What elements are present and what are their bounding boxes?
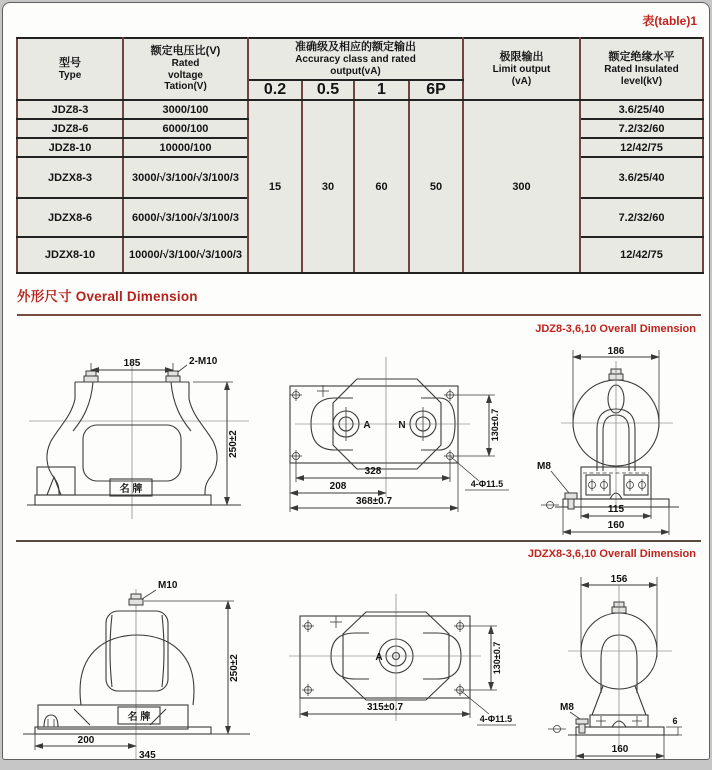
header-voltage-en3: Tation(V) [164, 81, 207, 93]
header-insulation-en2: level(kV) [620, 75, 663, 87]
cell-insulation: 12/42/75 [580, 237, 703, 273]
nameplate-label: 名 牌 [127, 712, 151, 723]
col-header-type [17, 38, 123, 100]
jdz8-top-view-drawing [265, 353, 511, 525]
subcol-0_2: 0.2 [248, 80, 302, 100]
dim-label-156: 156 [610, 574, 628, 585]
cell-type: JDZX8-6 [17, 198, 123, 237]
dim-label-115: 115 [607, 504, 625, 515]
table-caption: 表(table)1 [642, 14, 697, 28]
col-header-insulation [580, 38, 703, 100]
subcol-6P: 6P [409, 80, 463, 100]
terminal-n-label: N [398, 420, 406, 431]
spec-table [16, 37, 704, 274]
section-title [17, 285, 198, 305]
header-limit-zh: 极限输出 [499, 51, 544, 63]
header-accuracy-zh: 准确级及相应的额定输出 [295, 41, 416, 53]
bolt-label-M10: M10 [158, 580, 178, 591]
dim-label-345: 345 [139, 750, 156, 761]
terminal-a-label: A [375, 652, 383, 663]
header-row [17, 38, 703, 80]
cell-limit-output: 300 [463, 100, 580, 273]
dim-label-368: 368±0.7 [355, 496, 393, 507]
dim-label-208: 208 [329, 481, 347, 492]
jdzx8-top-view-drawing [281, 588, 516, 760]
bolt-label-2-M10: 2-M10 [189, 356, 218, 367]
header-voltage-zh: 额定电压比(V) [150, 45, 221, 58]
section-title-en: Overall Dimension [75, 289, 198, 304]
header-type-zh: 型号 [59, 56, 81, 69]
dim-label-160: 160 [611, 744, 629, 755]
cell-insulation: 7.2/32/60 [580, 119, 703, 138]
jdz8-front-view-drawing [21, 349, 257, 527]
dim-label-160: 160 [607, 520, 625, 531]
dim-label-130: 130±0.7 [490, 408, 500, 442]
cell-insulation: 12/42/75 [580, 138, 703, 157]
subcol-1: 1 [354, 80, 409, 100]
holes-label-4xd11-5: 4-Φ11.5 [470, 479, 504, 489]
dim-label-250: 250±2 [228, 430, 239, 458]
dim-label-250: 250±2 [229, 654, 240, 682]
section-title-zh: 外形尺寸 [17, 289, 72, 304]
jdzx8-subtitle: JDZX8-3,6,10 Overall Dimension [527, 548, 696, 560]
cell-insulation: 3.6/25/40 [580, 157, 703, 198]
cell-insulation: 3.6/25/40 [580, 100, 703, 119]
col-header-limit [463, 38, 580, 100]
dim-label-186: 186 [607, 346, 625, 357]
cell-voltage: 10000/100 [123, 138, 248, 157]
header-accuracy-en2: output(vA) [330, 65, 381, 77]
dim-label-185: 185 [123, 358, 141, 369]
header-voltage-en2: voltage [167, 69, 203, 81]
table-row [17, 100, 703, 119]
header-voltage-en1: Rated [171, 58, 200, 70]
cell-voltage: 6000/√3/100/√3/100/3 [123, 198, 248, 237]
bolt-label-M8: M8 [560, 702, 574, 713]
cell-voltage: 6000/100 [123, 119, 248, 138]
cell-voltage: 10000/√3/100/√3/100/3 [123, 237, 248, 273]
cell-type: JDZX8-10 [17, 237, 123, 273]
section-rule [17, 314, 701, 316]
foot-dome-icon [44, 715, 58, 727]
cell-voltage: 3000/100 [123, 100, 248, 119]
dim-label-200: 200 [77, 735, 95, 746]
cell-output-0_2: 15 [248, 100, 302, 273]
dim-label-6: 6 [672, 716, 678, 726]
terminal-a-label: A [363, 420, 371, 431]
header-limit-en1: Limit output [492, 64, 551, 75]
bolt-label-M8: M8 [537, 461, 551, 472]
nameplate-label: 名 牌 [119, 484, 143, 495]
cell-output-6P: 50 [409, 100, 463, 273]
header-type-en: Type [58, 69, 82, 81]
jdzx8-front-view-drawing [18, 573, 264, 760]
page-frame [2, 2, 710, 760]
col-header-accuracy [248, 38, 463, 80]
col-header-voltage [123, 38, 248, 100]
header-insulation-zh: 额定绝缘水平 [608, 51, 675, 63]
dim-label-315: 315±0.7 [366, 702, 404, 713]
cell-output-0_5: 30 [302, 100, 354, 273]
terminal-bolt-icon [589, 479, 646, 491]
jdz8-subtitle: JDZ8-3,6,10 Overall Dimension [535, 323, 696, 335]
cell-type: JDZ8-10 [17, 138, 123, 157]
cell-insulation: 7.2/32/60 [580, 198, 703, 237]
holes-label-4xd11-5: 4-Φ11.5 [479, 714, 513, 724]
jdzx8-side-view-drawing [528, 573, 710, 760]
cell-type: JDZ8-6 [17, 119, 123, 138]
ground-screw-icon [548, 726, 566, 733]
cell-type: JDZX8-3 [17, 157, 123, 198]
cell-type: JDZ8-3 [17, 100, 123, 119]
jdz8-side-view-drawing [523, 347, 710, 539]
cell-output-1: 60 [354, 100, 409, 273]
header-accuracy-en1: Accuracy class and rated [295, 54, 416, 65]
header-insulation-en1: Rated Insulated [604, 64, 679, 75]
subcol-0_5: 0.5 [302, 80, 354, 100]
header-limit-en2: (vA) [511, 75, 532, 87]
cell-voltage: 3000/√3/100/√3/100/3 [123, 157, 248, 198]
dim-label-130: 130±0.7 [492, 641, 502, 675]
dim-label-328: 328 [364, 466, 382, 477]
section-divider [16, 540, 701, 542]
